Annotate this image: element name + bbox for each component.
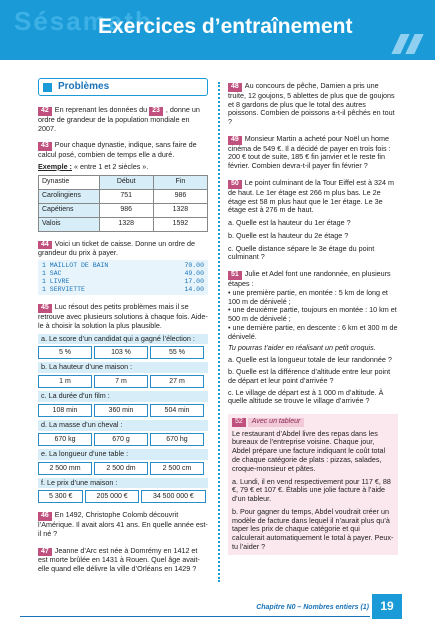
- option-group: [38, 433, 208, 446]
- receipt-price: 70.00: [184, 262, 204, 270]
- option-box: 103 %: [94, 346, 148, 359]
- question: b. Quelle est la différence d’altitude entre leur point de départ et leur point d’arrivée ?: [228, 366, 391, 385]
- question: c. La durée d’un film :: [38, 391, 208, 402]
- option-box: 205 000 €: [85, 490, 138, 503]
- exercise-text: Au concours de pêche, Damien a pris une truite, 12 goujons, 5 ablettes de plus que de goujons et 8 gardons de plus que le total des autres poissons. Combien de poissons a-t-il pêchés en tout ?: [228, 81, 395, 127]
- exercise-number: 45: [38, 304, 52, 313]
- receipt-item: 1 LIVRE: [42, 277, 70, 285]
- option-box: 504 min: [150, 404, 204, 417]
- hint: Tu pourras t’aider en réalisant un petit croquis.: [228, 343, 376, 353]
- question: a. Le score d’un candidat qui a gagné l’élection :: [38, 334, 208, 345]
- exercise-text: Monsieur Martin a acheté pour Noël un home cinéma de 549 €. Il a décidé de payer en trois fois : 200 € tout de suite, 185 € fin janvier et le reste fin février. Combien devra-t-il payer fin février ?: [228, 133, 391, 171]
- question: c. Le village de départ est à 1 000 m d’altitude. À quelle altitude se trouve le village d’arrivée ?: [228, 387, 384, 406]
- option-box: 2 500 mm: [38, 462, 92, 475]
- option-box: 670 hg: [150, 433, 204, 446]
- question: a. Quelle est la hauteur du 1er étage ?: [228, 218, 351, 228]
- exercise-42: [38, 106, 208, 133]
- spreadsheet-tag: Avec un tableur: [248, 418, 305, 427]
- exercise-47: [38, 547, 208, 574]
- option-box: 55 %: [150, 346, 204, 359]
- exercise-43: [38, 141, 208, 231]
- page-header: [0, 0, 435, 60]
- table-row: [39, 189, 208, 203]
- question: e. La longueur d’une table :: [38, 449, 208, 460]
- column-divider: [218, 82, 220, 582]
- table-cell: 986: [153, 189, 207, 203]
- receipt-line: [42, 262, 204, 270]
- option-box: 360 min: [94, 404, 148, 417]
- option-box: 670 g: [94, 433, 148, 446]
- footer-rule: [20, 616, 370, 617]
- dynasty-table: [38, 175, 208, 232]
- table-cell: Carolingiens: [39, 189, 100, 203]
- table-cell: 1328: [99, 217, 153, 231]
- right-column: [228, 82, 398, 563]
- receipt-item: 1 SERVIETTE: [42, 285, 85, 293]
- exercise-number: 50: [228, 180, 242, 189]
- question: a. Quelle est la longueur totale de leur randonnée ?: [228, 355, 392, 365]
- question: c. Quelle distance sépare le 3e étage du point culminant ?: [228, 243, 375, 262]
- option-box: 108 min: [38, 404, 92, 417]
- page-number: 19: [372, 594, 402, 619]
- exercise-number: 43: [38, 142, 52, 151]
- receipt-price: 49.00: [184, 269, 204, 277]
- option-group: [38, 346, 208, 359]
- table-header: Début: [99, 175, 153, 189]
- table-cell: Capétiens: [39, 203, 100, 217]
- exercise-text: En reprenant les données du: [54, 105, 148, 114]
- option-group: [38, 490, 208, 503]
- exercise-48: [228, 82, 398, 127]
- example-text: « entre 1 et 2 siècles ».: [71, 161, 149, 171]
- table-header: Dynastie: [39, 175, 100, 189]
- exercise-text: Julie et Adel font une randonnée, en plusieurs étapes :: [228, 269, 391, 288]
- exercise-text: Jeanne d’Arc est née à Domrémy en 1412 et est morte brûlée en 1431 à Rouen. Quel âge avait-elle quand elle délivre la ville d’Orléans en 1429 ?: [38, 545, 200, 574]
- section-title: Problèmes: [58, 80, 110, 92]
- option-group: [38, 375, 208, 388]
- section-heading: [38, 78, 208, 96]
- table-cell: Valois: [39, 217, 100, 231]
- receipt-line: [42, 286, 204, 294]
- step: • une deuxième partie, toujours en montée : 10 km et 500 m de dénivelé ;: [228, 305, 397, 324]
- exercise-number: 46: [38, 512, 52, 521]
- exercise-number: 42: [38, 107, 52, 116]
- table-header-row: [39, 175, 208, 189]
- exercise-text: Voici un ticket de caisse. Donne un ordre de grandeur du prix à payer.: [38, 238, 196, 258]
- exercise-52: [228, 414, 398, 555]
- exercise-text: Le point culminant de la Tour Eiffel est à 324 m de haut. Le 1er étage est 266 m plus bas. Le 2e étage est 58 m plus haut que le 1er étage. Le 3e étage est à 276 m de haut.: [228, 177, 394, 215]
- exercise-number: 52: [232, 418, 246, 427]
- question: a. Lundi, il en vend respectivement pour 117 €, 88 €, 79 € et 107 €. Établis une jolie facture à l’aide d’un tableur.: [232, 476, 391, 504]
- question: b. Pour gagner du temps, Abdel voudrait créer un modèle de facture dans lequel il n’aurait plus qu’à taper les prix de chaque catégorie et qui calculerait automatiquement le total à payer. Peux-tu l’aider ?: [232, 506, 394, 551]
- table-row: [39, 217, 208, 231]
- table-header: Fin: [153, 175, 207, 189]
- receipt-item: 1 SAC: [42, 269, 62, 277]
- exercise-text: Luc résout des petits problèmes mais il se retrouve avec plusieurs solutions à chaque fois. Aide-le à choisir la solution la plus plausible.: [38, 302, 208, 330]
- receipt-item: 1 MAILLOT DE BAIN: [42, 262, 109, 270]
- left-column: [38, 78, 208, 582]
- option-box: 27 m: [150, 375, 204, 388]
- option-box: 1 m: [38, 375, 92, 388]
- receipt: [38, 260, 208, 295]
- receipt-price: 17.00: [184, 277, 204, 285]
- table-cell: 1328: [153, 203, 207, 217]
- question: f. Le prix d’une maison :: [38, 478, 208, 489]
- question: d. La masse d’un cheval :: [38, 420, 208, 431]
- option-box: 34 500 000 €: [141, 490, 206, 503]
- table-cell: 751: [99, 189, 153, 203]
- exercise-text: , donne un ordre de grandeur de la population mondiale en 2007.: [38, 105, 200, 133]
- receipt-line: [42, 278, 204, 286]
- example-label: Exemple :: [38, 161, 72, 171]
- option-group: [38, 462, 208, 475]
- exercise-number: 44: [38, 241, 52, 250]
- square-icon: [43, 83, 52, 92]
- exercise-44: [38, 240, 208, 296]
- exercise-text: Pour chaque dynastie, indique, sans faire de calcul posé, combien de temps elle a duré.: [38, 140, 197, 160]
- exercise-46: [38, 511, 208, 538]
- exercise-50: [228, 179, 398, 262]
- table-cell: 1592: [153, 217, 207, 231]
- question: b. Quelle est la hauteur du 2e étage ?: [228, 230, 349, 240]
- exercise-number: 48: [228, 83, 242, 92]
- option-box: 5 %: [38, 346, 92, 359]
- exercise-51: [228, 270, 398, 406]
- option-box: 670 kg: [38, 433, 92, 446]
- option-box: 2 500 cm: [150, 462, 204, 475]
- exercise-number: 49: [228, 136, 242, 145]
- option-box: 2 500 dm: [94, 462, 148, 475]
- exercise-45: [38, 303, 208, 503]
- exercise-number: 47: [38, 548, 52, 557]
- exercise-text: En 1492, Christophe Colomb découvrit l’Amérique. Il avait alors 41 ans. En quelle année est-il né ?: [38, 510, 208, 538]
- step: • une dernière partie, en descente : 6 km et 300 m de dénivelé.: [228, 322, 398, 341]
- exercise-number: 51: [228, 271, 242, 280]
- step: • une première partie, en montée : 5 km de long et 100 m de dénivelé ;: [228, 287, 388, 306]
- chapter-label: Chapitre N0 – Nombres entiers (1): [256, 604, 369, 611]
- header-watermark: Sésamath: [14, 6, 153, 36]
- question: b. La hauteur d’une maison :: [38, 362, 208, 373]
- exercise-reference: 23: [149, 107, 163, 116]
- table-row: [39, 203, 208, 217]
- receipt-line: [42, 270, 204, 278]
- option-box: 7 m: [94, 375, 148, 388]
- option-box: 5 300 €: [38, 490, 83, 503]
- page-title: Exercices d’entraînement: [98, 15, 353, 38]
- option-group: [38, 404, 208, 417]
- exercise-text: Le restaurant d’Abdel livre des repas dans les bureaux de l’entreprise voisine. Chaque jour, Abdel prépare une facture indiquant le coût total de chaque catégorie de plats : pizzas, salades, croque-monsieur et pâtes.: [232, 428, 386, 473]
- table-cell: 986: [99, 203, 153, 217]
- receipt-price: 14.00: [184, 285, 204, 293]
- exercise-49: [228, 135, 398, 171]
